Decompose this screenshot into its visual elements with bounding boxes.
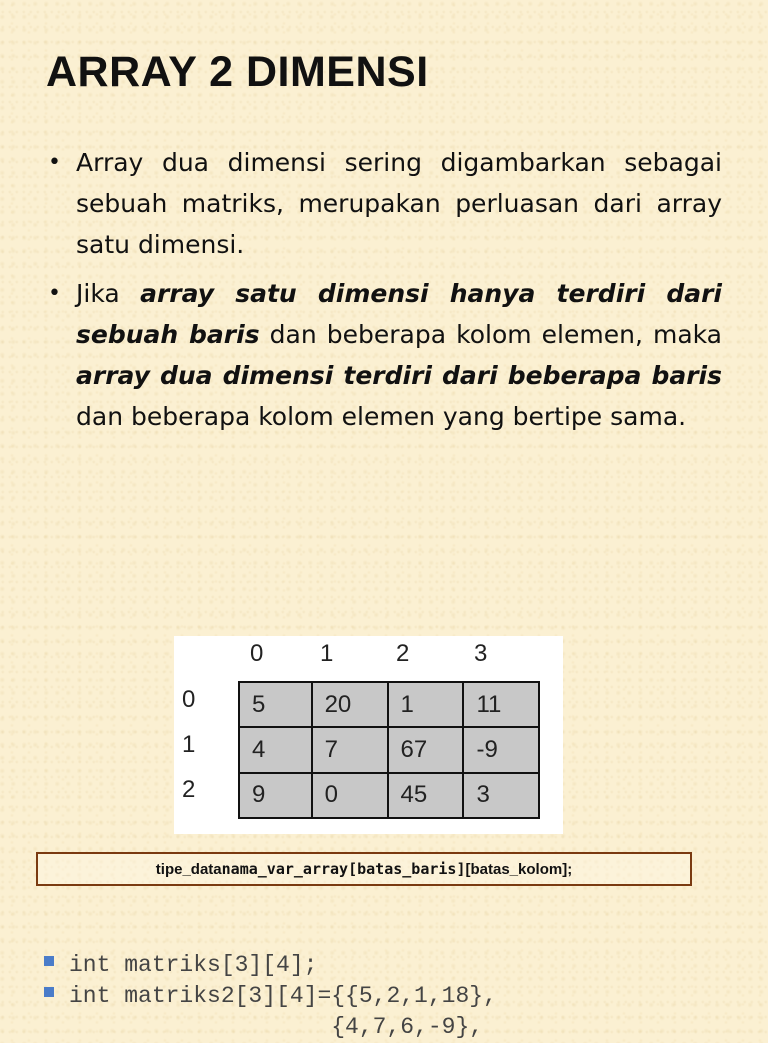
matrix-cell: 3 — [463, 773, 539, 818]
bullet-text-part: dan beberapa kolom elemen, maka — [259, 320, 722, 349]
code-line — [44, 950, 497, 981]
bullet-emphasis: array satu dimensi hanya terdiri dari sebuah baris — [76, 279, 722, 349]
matrix-cell: -9 — [463, 727, 539, 772]
bullet-emphasis: array dua dimensi terdiri dari beberapa baris — [76, 361, 722, 390]
syntax-box — [36, 852, 692, 886]
col-header: 3 — [474, 640, 488, 667]
matrix-figure — [174, 636, 563, 834]
matrix-cell: 67 — [388, 727, 464, 772]
bullet-item-1 — [46, 142, 722, 265]
code-list — [44, 950, 497, 1043]
col-header: 1 — [320, 640, 334, 667]
table-row — [239, 773, 539, 818]
table-row — [239, 727, 539, 772]
matrix-cell: 5 — [239, 682, 312, 727]
matrix-cell: 7 — [312, 727, 388, 772]
code-text: int matriks2[3][4]={{5,2,1,18}, — [69, 983, 497, 1009]
square-bullet-icon — [44, 956, 54, 966]
square-bullet-icon — [44, 987, 54, 997]
code-line-continued — [44, 1012, 497, 1043]
col-header: 2 — [396, 640, 410, 667]
row-header: 2 — [182, 776, 196, 803]
code-text: int matriks[3][4]; — [69, 952, 318, 978]
bullet-text-part: dan beberapa kolom elemen yang bertipe sama. — [76, 402, 687, 431]
row-header: 1 — [182, 731, 196, 758]
syntax-name: nama_var_array[batas_baris] — [221, 860, 466, 878]
matrix-table — [238, 681, 540, 819]
row-header: 0 — [182, 686, 196, 713]
col-header: 0 — [250, 640, 264, 667]
matrix-cell: 1 — [388, 682, 464, 727]
matrix-cell: 0 — [312, 773, 388, 818]
bullet-dot-icon: • — [48, 281, 61, 306]
table-row — [239, 682, 539, 727]
code-text: {4,7,6,-9}, — [69, 1014, 484, 1040]
slide-title: ARRAY 2 DIMENSI — [46, 48, 429, 96]
bullet-item-2 — [46, 273, 722, 437]
bullet-list — [46, 142, 722, 445]
bullet-text: Array dua dimensi sering digambarkan sebagai sebuah matriks, merupakan perluasan dari array satu dimensi. — [76, 148, 722, 259]
matrix-cell: 20 — [312, 682, 388, 727]
syntax-dim: [batas_kolom]; — [465, 860, 573, 878]
matrix-cell: 11 — [463, 682, 539, 727]
syntax-type: tipe_data — [155, 860, 222, 878]
matrix-cell: 9 — [239, 773, 312, 818]
bullet-text-part: Jika — [76, 279, 141, 308]
matrix-cell: 45 — [388, 773, 464, 818]
matrix-cell: 4 — [239, 727, 312, 772]
code-line — [44, 981, 497, 1012]
bullet-dot-icon: • — [48, 150, 61, 175]
